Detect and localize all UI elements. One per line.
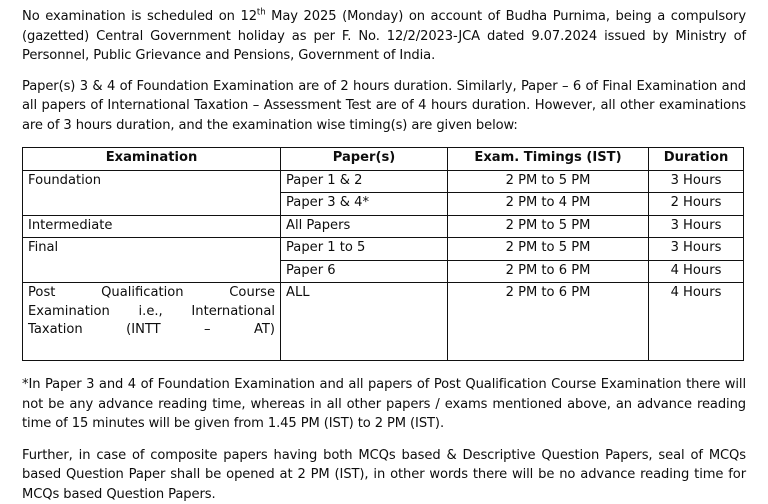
cell-examination-text: Post Qualification Course Examination i.e., International Taxation (INTT – AT) <box>28 284 275 358</box>
table-row <box>23 215 744 238</box>
exam-timings-table <box>22 147 744 361</box>
cell-timing: 2 PM to 5 PM <box>448 215 649 238</box>
cell-duration: 3 Hours <box>649 215 744 238</box>
cell-duration: 4 Hours <box>649 260 744 283</box>
cell-paper: Paper 1 to 5 <box>281 238 448 261</box>
cell-timing: 2 PM to 5 PM <box>448 170 649 193</box>
table-row <box>23 238 744 261</box>
footnote-paragraph: *In Paper 3 and 4 of Foundation Examination and all papers of Post Qualification Course Examination there will not be any advance reading time, whereas in all other papers / exams mentioned above, an advance reading time of 15 minutes will be given from 1.45 PM (IST) to 2 PM (IST). <box>22 361 746 434</box>
cell-examination: Foundation <box>23 170 281 215</box>
column-header-timings: Exam. Timings (IST) <box>448 148 649 171</box>
column-header-duration: Duration <box>649 148 744 171</box>
intro-paragraph <box>22 0 746 66</box>
column-header-papers: Paper(s) <box>281 148 448 171</box>
cell-paper: All Papers <box>281 215 448 238</box>
cell-examination: Intermediate <box>23 215 281 238</box>
cell-duration: 3 Hours <box>649 170 744 193</box>
column-header-examination: Examination <box>23 148 281 171</box>
duration-info-paragraph: Paper(s) 3 & 4 of Foundation Examination are of 2 hours duration. Similarly, Paper – 6 of Final Examination and all papers of International Taxation – Assessment Test are of 4 hours duration. However, all other examinations are of 3 hours duration, and the examination wise timing(s) are given below: <box>22 66 746 136</box>
cell-duration: 3 Hours <box>649 238 744 261</box>
exam-timings-table-wrapper <box>22 135 746 361</box>
cell-timing: 2 PM to 4 PM <box>448 193 649 216</box>
table-body <box>23 170 744 361</box>
cell-paper: Paper 1 & 2 <box>281 170 448 193</box>
cell-timing: 2 PM to 5 PM <box>448 238 649 261</box>
cell-paper: Paper 6 <box>281 260 448 283</box>
intro-text-prefix: No examination is scheduled on 12 <box>22 9 257 24</box>
date-ordinal-suffix: th <box>257 8 266 18</box>
cell-duration: 4 Hours <box>649 283 744 361</box>
cell-examination <box>23 283 281 361</box>
cell-duration: 2 Hours <box>649 193 744 216</box>
cell-timing: 2 PM to 6 PM <box>448 283 649 361</box>
cell-examination: Final <box>23 238 281 283</box>
intro-text-rest: May 2025 (Monday) on account of Budha Purnima, being a compulsory (gazetted) Central Government holiday as per F. No. 12/2/2023-JCA dated 9.07.2024 issued by Ministry of Personnel, Public Grievance and Pensions, Government of India. <box>22 9 746 63</box>
table-row <box>23 170 744 193</box>
composite-note-paragraph: Further, in case of composite papers having both MCQs based & Descriptive Question Papers, seal of MCQs based Question Paper shall be opened at 2 PM (IST), in other words there will be no advance reading time for MCQs based Question Papers. <box>22 434 746 504</box>
cell-paper: ALL <box>281 283 448 361</box>
cell-paper: Paper 3 & 4* <box>281 193 448 216</box>
table-header-row <box>23 148 744 171</box>
table-header <box>23 148 744 171</box>
table-row <box>23 283 744 361</box>
cell-timing: 2 PM to 6 PM <box>448 260 649 283</box>
